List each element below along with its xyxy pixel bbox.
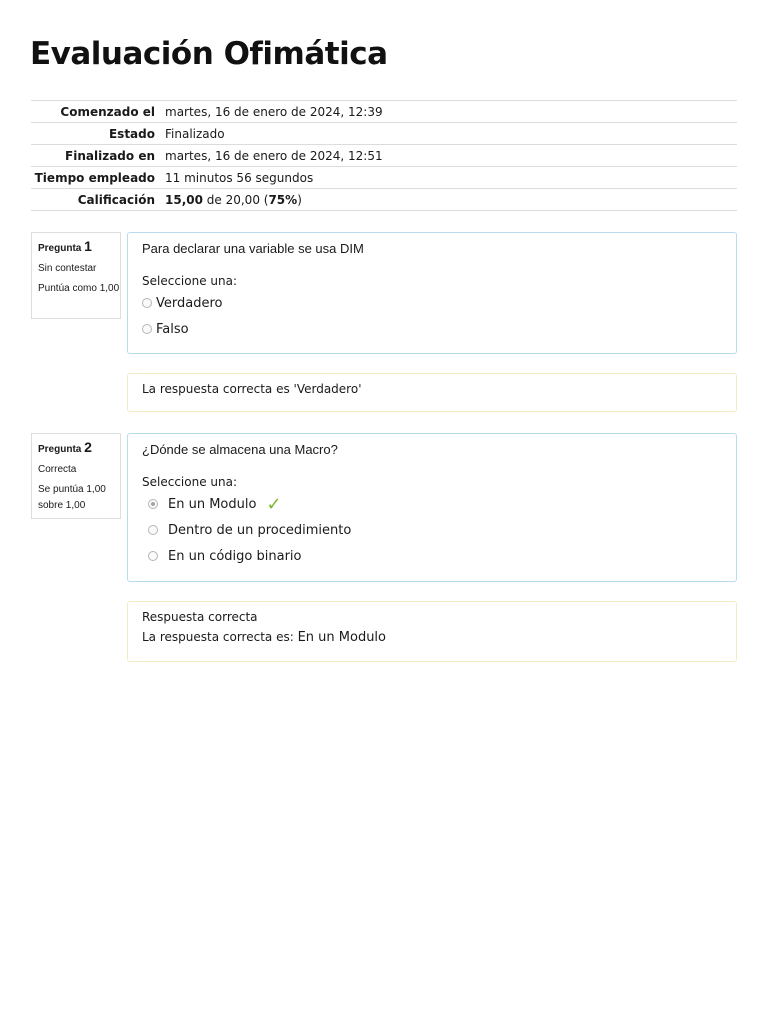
answer-option[interactable] [142,290,722,316]
summary-label: Tiempo empleado [34,170,155,185]
correct-answer-value: En un Modulo [297,630,387,645]
summary-label: Estado [108,126,155,141]
grade-score: 15,00 [165,192,203,207]
answer-label: En un Modulo [168,496,257,512]
answer-label: Verdadero [156,295,223,311]
answer-option[interactable] [142,316,722,342]
page-title: Evaluación Ofimática [30,36,388,72]
check-icon: ✓ [266,493,282,515]
summary-row-grade [31,189,737,211]
correct-answer-text: La respuesta correcta es 'Verdadero' [142,382,362,396]
radio-button[interactable] [142,298,152,308]
question-grade: Puntúa como 1,00 [38,283,120,294]
question-text: Para declarar una variable se usa DIM [142,241,364,256]
question-2-feedback [127,601,737,662]
answer-label: En un código binario [168,548,302,564]
question-state: Correcta [38,464,77,475]
radio-button[interactable] [148,525,158,535]
summary-value: martes, 16 de enero de 2024, 12:39 [165,104,383,119]
question-state: Sin contestar [38,263,97,274]
answer-label: Falso [156,321,189,337]
answer-option[interactable] [142,543,722,569]
question-2-info [31,433,121,519]
feedback-title: Respuesta correcta [142,610,258,624]
answer-label: Dentro de un procedimiento [168,522,352,538]
grade-percent: 75% [268,192,298,207]
grade-mid: de 20,00 ( [202,192,269,207]
summary-value: Finalizado [165,126,225,141]
answer-prompt: Seleccione una: [142,475,237,489]
radio-button[interactable] [148,551,158,561]
summary-label: Calificación [77,192,155,207]
summary-row-finished [31,145,737,167]
question-text: ¿Dónde se almacena una Macro? [142,442,338,457]
summary-value [161,189,737,211]
question-number: Pregunta 2 [38,439,92,455]
question-1-feedback [127,373,737,412]
answer-option-selected[interactable] [142,491,722,517]
summary-value: martes, 16 de enero de 2024, 12:51 [165,148,383,163]
summary-row-time [31,167,737,189]
question-grade: Se puntúa 1,00 sobre 1,00 [38,484,106,511]
correct-answer-text: La respuesta correcta es: En un Modulo [142,630,387,645]
attempt-summary-table [31,100,737,211]
radio-button-checked[interactable] [148,499,158,509]
summary-label: Finalizado en [65,148,155,163]
answer-prompt: Seleccione una: [142,274,237,288]
question-number: Pregunta 1 [38,238,92,254]
question-1-content [127,232,737,354]
summary-row-started [31,101,737,123]
summary-label: Comenzado el [60,104,155,119]
answer-option[interactable] [142,517,722,543]
summary-row-state [31,123,737,145]
grade-end: ) [297,192,302,207]
radio-button[interactable] [142,324,152,334]
question-2-content [127,433,737,582]
question-1-info [31,232,121,319]
summary-value: 11 minutos 56 segundos [165,170,314,185]
